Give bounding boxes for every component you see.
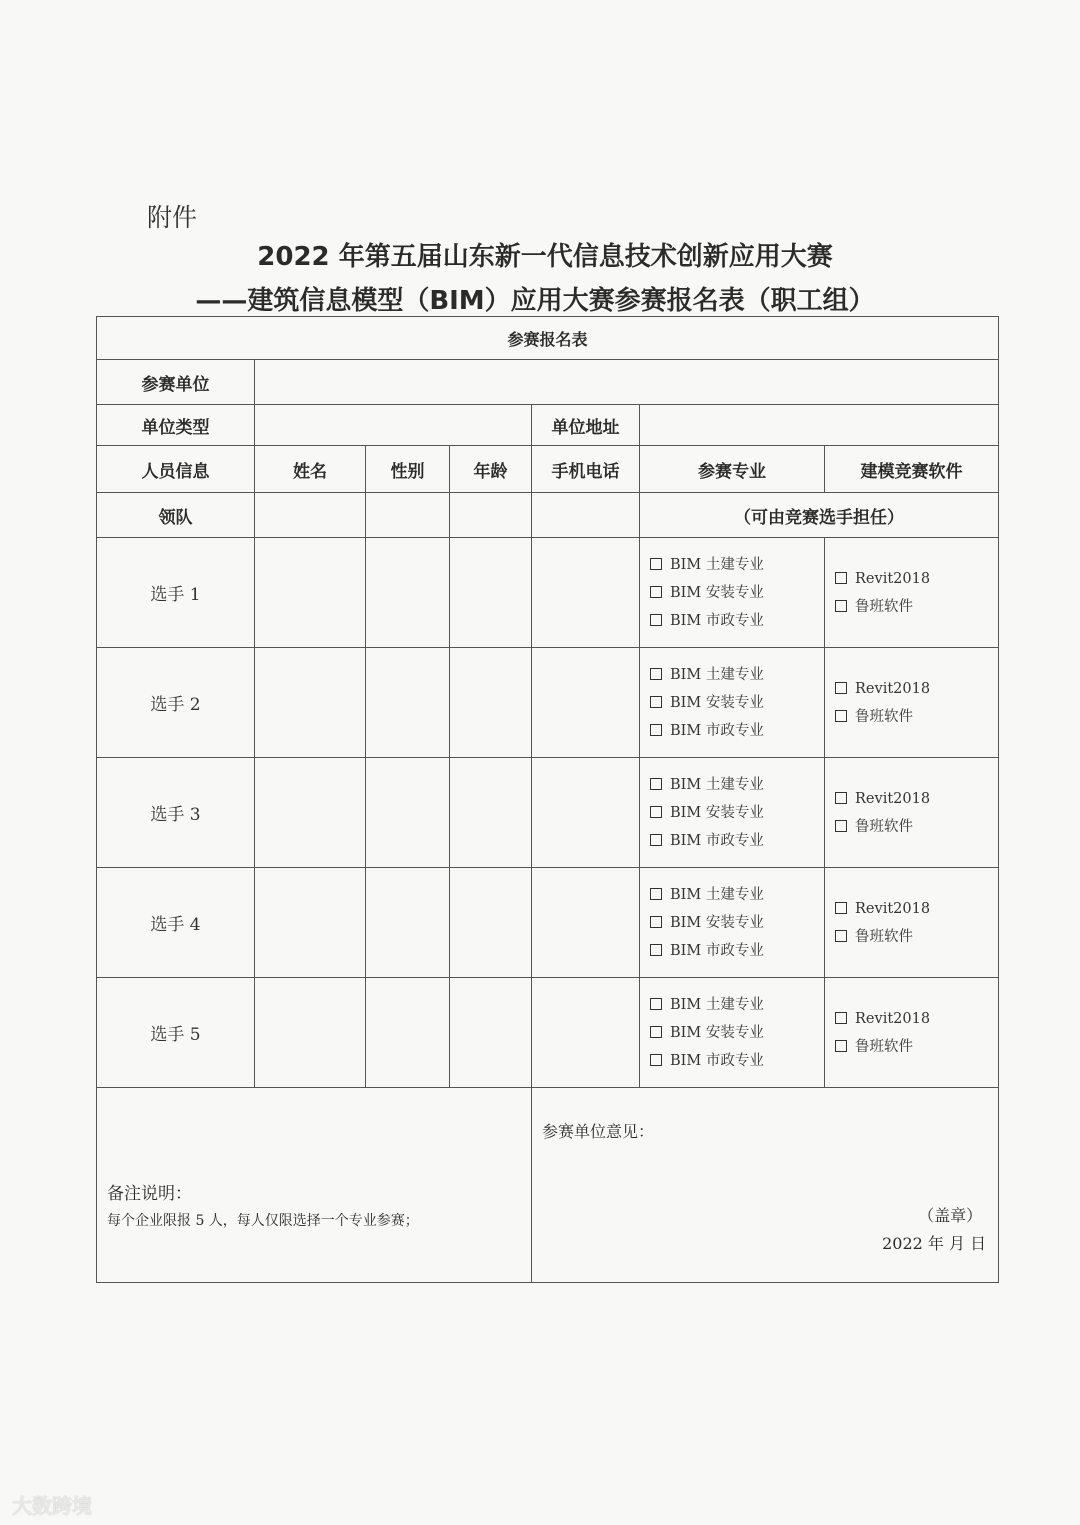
checkbox-icon[interactable]	[650, 916, 662, 928]
checkbox-icon[interactable]	[650, 696, 662, 708]
major-option[interactable]: BIM 市政专业	[650, 717, 824, 745]
checkbox-icon[interactable]	[650, 806, 662, 818]
checkbox-icon[interactable]	[650, 998, 662, 1010]
software-option[interactable]: 鲁班软件	[835, 813, 998, 841]
player-name-field[interactable]	[255, 868, 366, 978]
software-option[interactable]: 鲁班软件	[835, 1033, 998, 1061]
checkbox-icon[interactable]	[650, 944, 662, 956]
remark-title: 备注说明：	[107, 1183, 192, 1204]
col-gender: 性别	[366, 446, 450, 493]
player-label: 选手 3	[97, 758, 255, 868]
registration-form	[96, 316, 999, 1283]
unit-address-field[interactable]	[640, 405, 999, 446]
software-option[interactable]: 鲁班软件	[835, 593, 998, 621]
player-name-field[interactable]	[255, 538, 366, 648]
player-gender-field[interactable]	[366, 648, 450, 758]
player-age-field[interactable]	[450, 978, 532, 1088]
major-option[interactable]: BIM 安装专业	[650, 689, 824, 717]
major-option[interactable]: BIM 市政专业	[650, 827, 824, 855]
player-gender-field[interactable]	[366, 978, 450, 1088]
seal-label: （盖章）	[918, 1206, 983, 1225]
opinion-section[interactable]	[532, 1088, 999, 1283]
checkbox-icon[interactable]	[650, 558, 662, 570]
player-phone-field[interactable]	[532, 758, 640, 868]
major-option[interactable]: BIM 安装专业	[650, 799, 824, 827]
major-option[interactable]: BIM 土建专业	[650, 881, 824, 909]
software-options	[825, 538, 999, 648]
major-option[interactable]: BIM 市政专业	[650, 607, 824, 635]
unit-label: 参赛单位	[97, 360, 255, 405]
software-option[interactable]: 鲁班软件	[835, 923, 998, 951]
checkbox-icon[interactable]	[835, 792, 847, 804]
player-name-field[interactable]	[255, 978, 366, 1088]
checkbox-icon[interactable]	[835, 710, 847, 722]
player-row	[97, 868, 999, 978]
player-label: 选手 4	[97, 868, 255, 978]
major-options	[640, 538, 825, 648]
player-phone-field[interactable]	[532, 868, 640, 978]
checkbox-icon[interactable]	[650, 614, 662, 626]
col-software: 建模竞赛软件	[825, 446, 999, 493]
checkbox-icon[interactable]	[650, 586, 662, 598]
major-option[interactable]: BIM 土建专业	[650, 551, 824, 579]
leader-label: 领队	[97, 493, 255, 538]
player-name-field[interactable]	[255, 758, 366, 868]
major-option[interactable]: BIM 安装专业	[650, 579, 824, 607]
major-option[interactable]: BIM 市政专业	[650, 1047, 824, 1075]
checkbox-icon[interactable]	[835, 902, 847, 914]
title-line-1: 2022 年第五届山东新一代信息技术创新应用大赛	[257, 242, 833, 272]
unit-type-label: 单位类型	[97, 405, 255, 446]
major-option[interactable]: BIM 市政专业	[650, 937, 824, 965]
checkbox-icon[interactable]	[835, 1040, 847, 1052]
unit-address-label: 单位地址	[532, 405, 640, 446]
unit-type-field[interactable]	[255, 405, 532, 446]
leader-age-field[interactable]	[450, 493, 532, 538]
software-option[interactable]: 鲁班软件	[835, 703, 998, 731]
major-options	[640, 648, 825, 758]
checkbox-icon[interactable]	[835, 600, 847, 612]
player-age-field[interactable]	[450, 648, 532, 758]
major-option[interactable]: BIM 土建专业	[650, 771, 824, 799]
leader-phone-field[interactable]	[532, 493, 640, 538]
checkbox-icon[interactable]	[650, 778, 662, 790]
player-row	[97, 538, 999, 648]
col-personnel: 人员信息	[97, 446, 255, 493]
checkbox-icon[interactable]	[835, 1012, 847, 1024]
major-options	[640, 758, 825, 868]
checkbox-icon[interactable]	[650, 888, 662, 900]
leader-gender-field[interactable]	[366, 493, 450, 538]
software-options	[825, 868, 999, 978]
checkbox-icon[interactable]	[650, 668, 662, 680]
checkbox-icon[interactable]	[650, 1026, 662, 1038]
software-option[interactable]: Revit2018	[835, 1005, 998, 1033]
checkbox-icon[interactable]	[650, 834, 662, 846]
player-phone-field[interactable]	[532, 538, 640, 648]
software-option[interactable]: Revit2018	[835, 895, 998, 923]
software-options	[825, 648, 999, 758]
checkbox-icon[interactable]	[835, 930, 847, 942]
col-name: 姓名	[255, 446, 366, 493]
leader-name-field[interactable]	[255, 493, 366, 538]
player-label: 选手 2	[97, 648, 255, 758]
major-option[interactable]: BIM 土建专业	[650, 661, 824, 689]
attachment-label: 附件	[147, 203, 198, 232]
player-gender-field[interactable]	[366, 868, 450, 978]
checkbox-icon[interactable]	[650, 724, 662, 736]
player-name-field[interactable]	[255, 648, 366, 758]
checkbox-icon[interactable]	[835, 572, 847, 584]
watermark-logo: 大数跨境	[12, 1494, 92, 1518]
player-row	[97, 978, 999, 1088]
major-options	[640, 978, 825, 1088]
checkbox-icon[interactable]	[835, 820, 847, 832]
unit-field[interactable]	[255, 360, 999, 405]
col-major: 参赛专业	[640, 446, 825, 493]
player-gender-field[interactable]	[366, 758, 450, 868]
player-age-field[interactable]	[450, 538, 532, 648]
player-label: 选手 5	[97, 978, 255, 1088]
date-label: 2022 年 月 日	[882, 1234, 987, 1253]
software-option[interactable]: Revit2018	[835, 565, 998, 593]
major-option[interactable]: BIM 安装专业	[650, 1019, 824, 1047]
remark-section	[97, 1088, 532, 1283]
major-option[interactable]: BIM 安装专业	[650, 909, 824, 937]
opinion-label: 参赛单位意见：	[542, 1122, 655, 1141]
form-header: 参赛报名表	[97, 317, 999, 360]
major-option[interactable]: BIM 土建专业	[650, 991, 824, 1019]
major-options	[640, 868, 825, 978]
player-age-field[interactable]	[450, 868, 532, 978]
player-phone-field[interactable]	[532, 978, 640, 1088]
player-row	[97, 648, 999, 758]
col-age: 年龄	[450, 446, 532, 493]
player-label: 选手 1	[97, 538, 255, 648]
col-phone: 手机电话	[532, 446, 640, 493]
leader-note: （可由竞赛选手担任）	[640, 493, 999, 538]
player-gender-field[interactable]	[366, 538, 450, 648]
remark-body: 每个企业限报 5 人，每人仅限选择一个专业参赛；	[107, 1212, 419, 1229]
software-option[interactable]: Revit2018	[835, 675, 998, 703]
software-options	[825, 978, 999, 1088]
software-option[interactable]: Revit2018	[835, 785, 998, 813]
player-phone-field[interactable]	[532, 648, 640, 758]
software-options	[825, 758, 999, 868]
title-line-2: ——建筑信息模型（BIM）应用大赛参赛报名表（职工组）	[195, 286, 875, 316]
player-row	[97, 758, 999, 868]
checkbox-icon[interactable]	[650, 1054, 662, 1066]
player-age-field[interactable]	[450, 758, 532, 868]
checkbox-icon[interactable]	[835, 682, 847, 694]
